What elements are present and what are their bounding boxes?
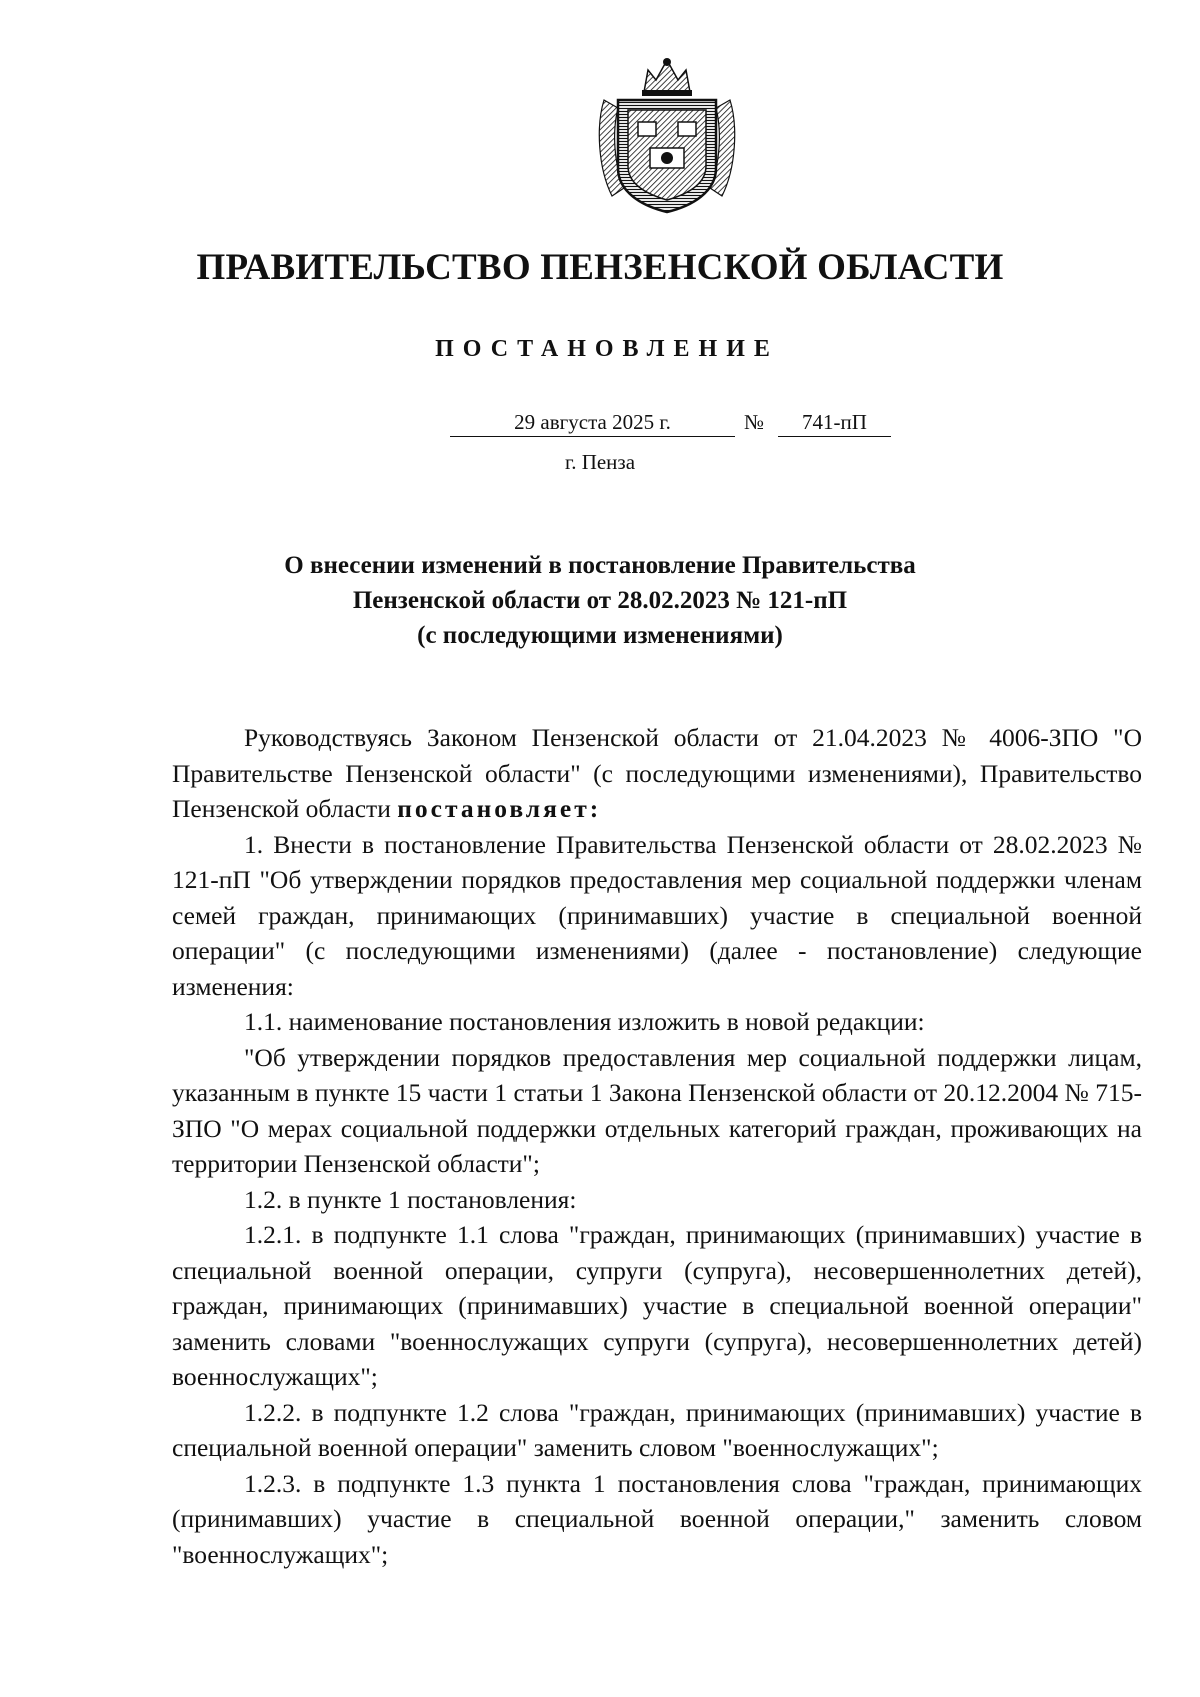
document-title [0,548,1200,653]
document-type: ПОСТАНОВЛЕНИЕ [435,336,779,362]
date-number-line [0,408,1200,438]
document-date: 29 августа 2025 г. [450,408,735,437]
preamble-paragraph [172,720,1142,827]
document-number: 741-пП [778,408,891,437]
title-line-1: О внесении изменений в постановление Правительства [284,552,916,579]
preamble-text: Руководствуясь Законом Пензенской области от 21.04.2023 № 4006-ЗПО "О Правительстве Пензенской области" (с последующими изменениями), Правительство Пензенской области [172,723,1142,823]
organization-name: ПРАВИТЕЛЬСТВО ПЕНЗЕНСКОЙ ОБЛАСТИ [196,247,1004,288]
paragraph-1-2: 1.2. в пункте 1 постановления: [244,1184,577,1214]
paragraph-1-1: 1.1. наименование постановления изложить в новой редакции: [244,1007,925,1036]
number-sign: № [744,410,765,434]
paragraph-1-2-2: 1.2.2. в подпункте 1.2 слова "граждан, принимающих (принимавших) участие в специальной военной операции" заменить словом "военнослужащих"; [172,1397,1142,1462]
decree-word: постановляет: [397,794,602,823]
paragraph-1-2-3: 1.2.3. в подпункте 1.3 пункта 1 постановления слова "граждан, принимающих (принимавших) участие в специальной военной операции," заменить словом "военнослужащих"; [172,1468,1142,1569]
title-line-3: (с последующими изменениями) [417,622,783,649]
paragraph-1-2-1: 1.2.1. в подпункте 1.1 слова "граждан, принимающих (принимавших) участие в специальной военной операции, супруги (супруга), несовершеннолетних детей), граждан, принимающих (принимавших) участие в специальной военной операции" заменить словами "военнослужащих супруги (супруга), несовершеннолетних детей) военнослужащих"; [172,1220,1142,1391]
document-body [172,720,1142,1572]
title-line-2: Пензенской области от 28.02.2023 № 121-пП [352,587,848,614]
coat-of-arms-icon [594,56,740,214]
city: г. Пенза [564,450,636,474]
paragraph-1: 1. Внести в постановление Правительства Пензенской области от 28.02.2023 № 121-пП "Об утверждении порядков предоставления мер социальной поддержки членам семей граждан, принимающих (принимавших) участие в специальной военной операции" (с последующими изменениями) (далее - постановление) следующие изменения: [172,829,1142,1001]
paragraph-1-1-text: "Об утверждении порядков предоставления мер социальной поддержки лицам, указанным в пункте 15 части 1 статьи 1 Закона Пензенской области от 20.12.2004 № 715-ЗПО "О мерах социальной поддержки отдельных категорий граждан, проживающих на территории Пензенской области"; [172,1042,1142,1178]
